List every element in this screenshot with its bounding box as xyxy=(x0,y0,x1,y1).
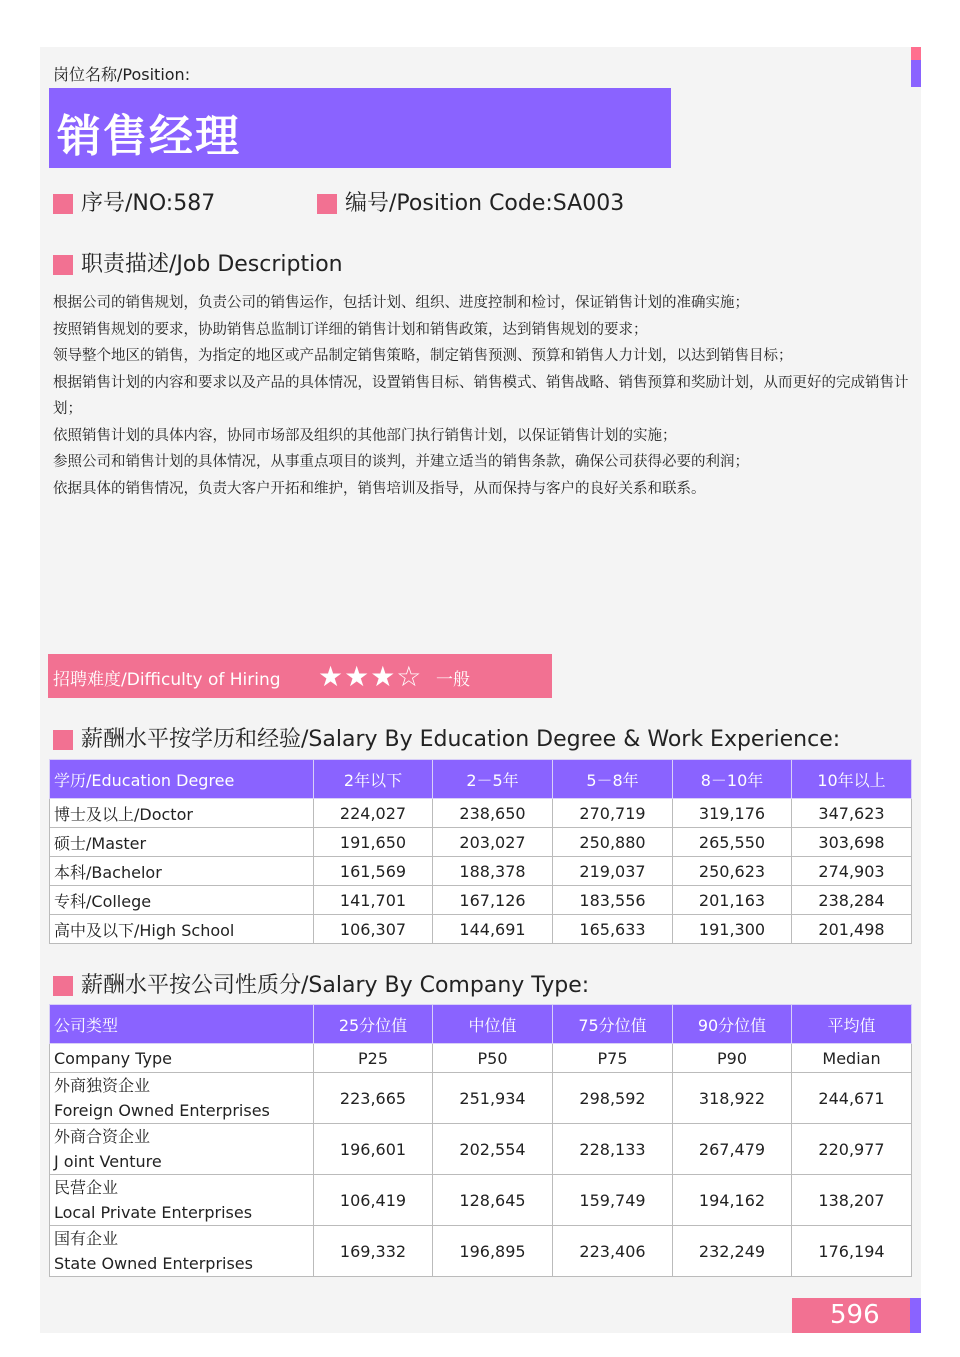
table-cell: P75 xyxy=(553,1044,673,1073)
table-header-cell: 2年以下 xyxy=(314,760,433,799)
table-cell: 298,592 xyxy=(553,1073,673,1124)
table-cell: 267,479 xyxy=(673,1124,792,1175)
table-header-cell: 8－10年 xyxy=(673,760,792,799)
job-desc-line: 领导整个地区的销售，为指定的地区或产品制定销售策略，制定销售预测、预算和销售人力计划，以达到销售目标； xyxy=(53,348,793,364)
corner-accent-strip-pink xyxy=(911,47,921,60)
company-heading: 薪酬水平按公司性质分/Salary By Company Type: xyxy=(81,973,590,998)
bullet-square-icon xyxy=(53,976,73,996)
table-cell: 专科/College xyxy=(50,886,314,915)
serial-number-row xyxy=(53,186,215,217)
table-row xyxy=(50,1124,912,1175)
table-cell: 高中及以下/High School xyxy=(50,915,314,944)
bullet-square-icon xyxy=(53,730,73,750)
table-header-cell: 平均值 xyxy=(792,1005,912,1044)
star-rating-icon: ★★★☆ xyxy=(318,660,423,693)
table-cell: Company Type xyxy=(50,1044,314,1073)
company-type-cn: 外商合资企业 xyxy=(54,1127,151,1146)
table-row xyxy=(50,1073,912,1124)
table-cell: 144,691 xyxy=(433,915,553,944)
table-cell: 硕士/Master xyxy=(50,828,314,857)
job-desc-line: 根据公司的销售规划，负责公司的销售运作，包括计划、组织、进度控制和检讨，保证销售计划的准确实施； xyxy=(53,295,749,311)
position-code: 编号/Position Code:SA003 xyxy=(345,191,625,216)
company-type-en: Local Private Enterprises xyxy=(54,1203,253,1222)
table-cell: 250,623 xyxy=(673,857,792,886)
table-cell: 159,749 xyxy=(553,1175,673,1226)
table-cell: 220,977 xyxy=(792,1124,912,1175)
table-row xyxy=(50,1226,912,1277)
company-type-en: J oint Venture xyxy=(54,1152,162,1171)
table-cell: 274,903 xyxy=(792,857,912,886)
page-number-badge xyxy=(792,1298,910,1333)
table-cell: 138,207 xyxy=(792,1175,912,1226)
table-cell: 202,554 xyxy=(433,1124,553,1175)
edu-heading: 薪酬水平按学历和经验/Salary By Education Degree & Work Experience: xyxy=(81,727,841,752)
table-cell: 318,922 xyxy=(673,1073,792,1124)
table-cell: 194,162 xyxy=(673,1175,792,1226)
serial-number: 序号/NO:587 xyxy=(81,191,216,216)
table-header-cell: 公司类型 xyxy=(50,1005,314,1044)
table-cell: 博士及以上/Doctor xyxy=(50,799,314,828)
table-cell: 223,665 xyxy=(314,1073,433,1124)
table-cell: 270,719 xyxy=(553,799,673,828)
table-cell: 128,645 xyxy=(433,1175,553,1226)
table-row xyxy=(50,857,912,886)
education-salary-table xyxy=(49,759,912,944)
table-subheader-row xyxy=(50,1044,912,1073)
table-cell: Median xyxy=(792,1044,912,1073)
table-cell: P25 xyxy=(314,1044,433,1073)
page-number-accent xyxy=(910,1298,921,1333)
job-desc-line: 依据具体的销售情况，负责大客户开拓和维护，销售培训及指导，从而保持与客户的良好关系和联系。 xyxy=(53,480,706,497)
title-bar xyxy=(49,88,671,168)
job-desc-line: 按照销售规划的要求，协助销售总监制订详细的销售计划和销售政策，达到销售规划的要求； xyxy=(53,321,648,338)
company-type-cn: 民营企业 xyxy=(54,1178,119,1197)
table-cell: 106,307 xyxy=(314,915,433,944)
table-cell: 319,176 xyxy=(673,799,792,828)
position-title: 销售经理 xyxy=(57,111,241,162)
difficulty-level: 一般 xyxy=(436,670,470,690)
table-cell: 228,133 xyxy=(553,1124,673,1175)
table-row xyxy=(50,886,912,915)
table-cell: 244,671 xyxy=(792,1073,912,1124)
table-header-row xyxy=(50,1005,912,1044)
table-cell: 165,633 xyxy=(553,915,673,944)
table-header-cell: 25分位值 xyxy=(314,1005,433,1044)
table-cell: 250,880 xyxy=(553,828,673,857)
table-cell: 183,556 xyxy=(553,886,673,915)
company-salary-table xyxy=(49,1004,912,1277)
company-type-cn: 外商独资企业 xyxy=(54,1076,151,1095)
table-cell: P90 xyxy=(673,1044,792,1073)
table-cell: 224,027 xyxy=(314,799,433,828)
table-cell: 201,498 xyxy=(792,915,912,944)
table-cell: 本科/Bachelor xyxy=(50,857,314,886)
table-cell: 201,163 xyxy=(673,886,792,915)
table-cell: 191,300 xyxy=(673,915,792,944)
table-cell: 176,194 xyxy=(792,1226,912,1277)
difficulty-bar xyxy=(48,654,552,698)
table-row xyxy=(50,915,912,944)
difficulty-label: 招聘难度/Difficulty of Hiring xyxy=(53,670,281,690)
table-cell: 238,650 xyxy=(433,799,553,828)
page-number: 596 xyxy=(830,1300,880,1330)
table-header-cell: 75分位值 xyxy=(553,1005,673,1044)
company-type-cn: 国有企业 xyxy=(54,1229,119,1248)
table-row xyxy=(50,828,912,857)
table-cell xyxy=(50,1226,314,1277)
table-header-cell: 10年以上 xyxy=(792,760,912,799)
job-desc-line: 根据销售计划的内容和要求以及产品的具体情况，设置销售目标、销售模式、销售战略、销售预算和奖励计划，从而更好的完成销售计划； xyxy=(53,374,909,417)
company-heading-row xyxy=(53,968,589,999)
job-desc-line: 参照公司和销售计划的具体情况，从事重点项目的谈判，并建立适当的销售条款，确保公司获得必要的利润； xyxy=(53,454,749,470)
table-cell: 251,934 xyxy=(433,1073,553,1124)
table-cell: 141,701 xyxy=(314,886,433,915)
table-header-cell: 学历/Education Degree xyxy=(50,760,314,799)
bullet-square-icon xyxy=(53,255,73,275)
job-desc-line: 依照销售计划的具体内容，协同市场部及组织的其他部门执行销售计划，以保证销售计划的实施； xyxy=(53,427,677,444)
table-cell: 167,126 xyxy=(433,886,553,915)
table-cell: 303,698 xyxy=(792,828,912,857)
job-description xyxy=(53,290,913,502)
table-cell: P50 xyxy=(433,1044,553,1073)
table-cell: 232,249 xyxy=(673,1226,792,1277)
position-label: 岗位名称/Position: xyxy=(53,65,191,84)
table-cell: 188,378 xyxy=(433,857,553,886)
bullet-square-icon xyxy=(53,194,73,214)
table-cell xyxy=(50,1175,314,1226)
table-cell: 223,406 xyxy=(553,1226,673,1277)
table-cell: 161,569 xyxy=(314,857,433,886)
job-desc-heading: 职责描述/Job Description xyxy=(81,252,343,277)
table-cell: 196,895 xyxy=(433,1226,553,1277)
company-type-en: State Owned Enterprises xyxy=(54,1254,253,1273)
table-cell: 219,037 xyxy=(553,857,673,886)
job-desc-heading-row xyxy=(53,247,343,278)
table-cell: 265,550 xyxy=(673,828,792,857)
table-cell xyxy=(50,1124,314,1175)
table-header-cell: 5－8年 xyxy=(553,760,673,799)
table-header-row xyxy=(50,760,912,799)
table-cell xyxy=(50,1073,314,1124)
table-header-cell: 90分位值 xyxy=(673,1005,792,1044)
table-row xyxy=(50,1175,912,1226)
table-cell: 191,650 xyxy=(314,828,433,857)
company-type-en: Foreign Owned Enterprises xyxy=(54,1101,270,1120)
table-header-cell: 中位值 xyxy=(433,1005,553,1044)
edu-heading-row xyxy=(53,722,840,753)
table-cell: 347,623 xyxy=(792,799,912,828)
position-code-row xyxy=(317,186,624,217)
table-cell: 106,419 xyxy=(314,1175,433,1226)
table-cell: 169,332 xyxy=(314,1226,433,1277)
table-header-cell: 2－5年 xyxy=(433,760,553,799)
table-cell: 196,601 xyxy=(314,1124,433,1175)
table-cell: 238,284 xyxy=(792,886,912,915)
table-cell: 203,027 xyxy=(433,828,553,857)
bullet-square-icon xyxy=(317,194,337,214)
table-row xyxy=(50,799,912,828)
